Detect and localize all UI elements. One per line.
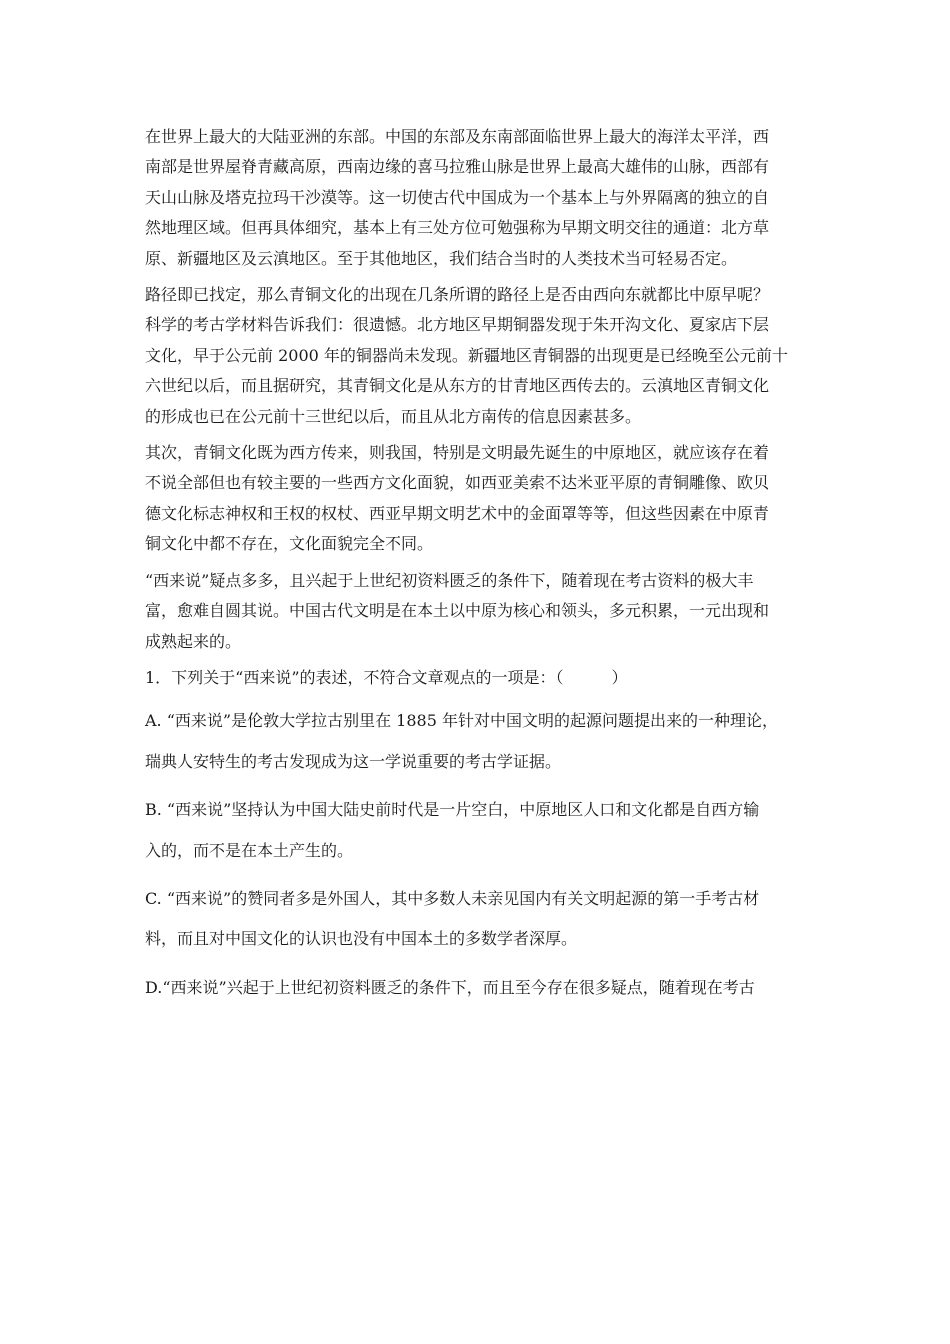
text-line: 不说全部但也有较主要的一些西方文化面貌，如西亚美索不达米亚平原的青铜雕像、欧贝 (145, 473, 770, 493)
text-line: 科学的考古学材料告诉我们：很遗憾。北方地区早期铜器发现于朱开沟文化、夏家店下层 (145, 315, 770, 335)
passage-paragraph-1 (145, 122, 815, 274)
option-line: 瑞典人安特生的考古发现成为这一学说重要的考古学证据。 (145, 751, 562, 771)
text-line: “西来说”疑点多多，且兴起于上世纪初资料匮乏的条件下，随着现在考古资料的极大丰 (145, 570, 754, 590)
passage-paragraph-4 (145, 566, 815, 657)
option-d (145, 968, 815, 1008)
text-line: 的形成也已在公元前十三世纪以后，而且从北方南传的信息因素甚多。 (145, 406, 642, 426)
passage-paragraph-2 (145, 280, 815, 432)
option-b (145, 790, 815, 871)
text-line: 德文化标志神权和王权的权杖、西亚早期文明艺术中的金面罩等等，但这些因素在中原青 (145, 503, 770, 523)
question-stem (145, 663, 815, 693)
option-line: A. “西来说”是伦敦大学拉古别里在 1885 年针对中国文明的起源问题提出来的一种理论， (145, 711, 778, 731)
text-line: 铜文化中都不存在，文化面貌完全不同。 (145, 534, 434, 554)
text-line: 六世纪以后，而且据研究，其青铜文化是从东方的甘青地区西传去的。云滇地区青铜文化 (145, 376, 770, 396)
option-line: 入的，而不是在本土产生的。 (145, 840, 354, 860)
document-page (145, 122, 815, 1008)
text-line: 南部是世界屋脊青藏高原，西南边缘的喜马拉雅山脉是世界上最高大雄伟的山脉，西部有 (145, 157, 770, 177)
text-line: 天山山脉及塔克拉玛干沙漠等。这一切使古代中国成为一个基本上与外界隔离的独立的自 (145, 187, 770, 207)
text-line: 路径即已找定，那么青铜文化的出现在几条所谓的路径上是否由西向东就都比中原早呢？ (145, 285, 770, 305)
text-line: 成熟起来的。 (145, 631, 242, 651)
text-line: 然地理区域。但再具体细究，基本上有三处方位可勉强称为早期文明交往的通道：北方草 (145, 218, 770, 238)
text-line: 富，愈难自圆其说。中国古代文明是在本土以中原为核心和领头，多元积累，一元出现和 (145, 601, 770, 621)
text-line: 在世界上最大的大陆亚洲的东部。中国的东部及东南部面临世界上最大的海洋太平洋，西 (145, 127, 770, 146)
passage-paragraph-3 (145, 438, 815, 560)
text-line: 文化，早于公元前 2000 年的铜器尚未发现。新疆地区青铜器的出现更是已经晚至公元前十 (145, 345, 788, 365)
option-c (145, 879, 815, 960)
option-line: B. “西来说”坚持认为中国大陆史前时代是一片空白，中原地区人口和文化都是自西方输 (145, 800, 760, 820)
option-a (145, 701, 815, 782)
question-stem-text: 1．下列关于“西来说”的表述，不符合文章观点的一项是：（ ） (145, 667, 628, 687)
option-line: 料，而且对中国文化的认识也没有中国本土的多数学者深厚。 (145, 929, 578, 949)
option-line: C. “西来说”的赞同者多是外国人，其中多数人未亲见国内有关文明起源的第一手考古材 (145, 888, 760, 908)
text-line: 原、新疆地区及云滇地区。至于其他地区，我们结合当时的人类技术当可轻易否定。 (145, 248, 738, 268)
option-line: D.“西来说”兴起于上世纪初资料匮乏的条件下，而且至今存在很多疑点，随着现在考古 (145, 977, 755, 997)
text-line: 其次，青铜文化既为西方传来，则我国，特别是文明最先诞生的中原地区，就应该存在着 (145, 443, 770, 463)
